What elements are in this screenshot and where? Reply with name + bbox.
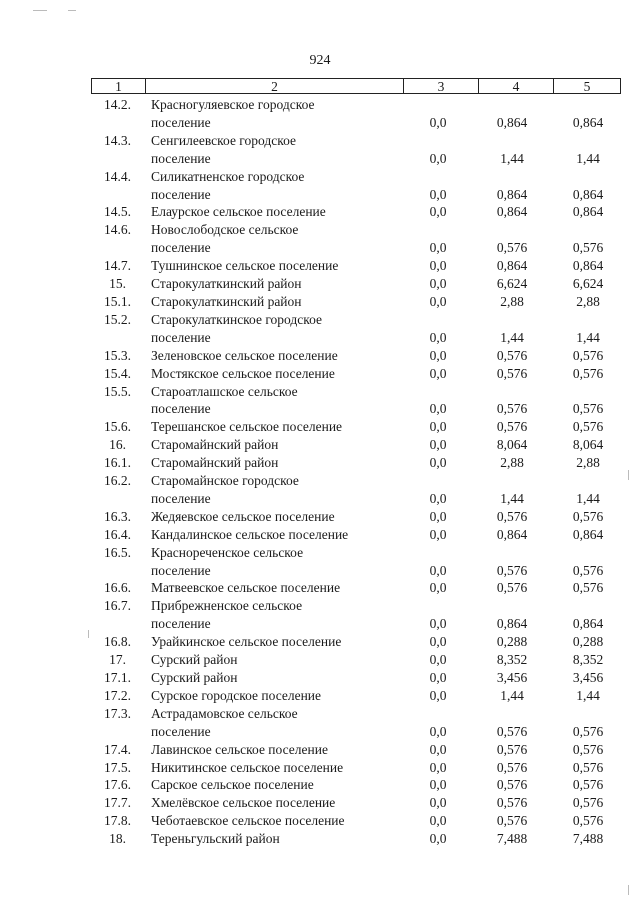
table-row [91, 383, 621, 419]
table-row [91, 132, 621, 168]
table-row [91, 311, 621, 347]
row-name-line: Сурский район [151, 652, 238, 668]
row-value-col3: 0,0 [429, 723, 447, 739]
row-name [144, 418, 401, 436]
column-header-4: 4 [479, 79, 554, 93]
row-name [144, 311, 401, 347]
row-value-col3: 0,0 [429, 562, 447, 578]
row-number: 14.7. [104, 258, 131, 274]
row-name-line: поселение [151, 186, 211, 202]
row-number: 16.5. [104, 544, 131, 560]
row-value-col3: 0,0 [429, 419, 447, 435]
row-value-col5: 3,456 [572, 670, 604, 685]
row-name-line: Сарское сельское поселение [151, 777, 314, 793]
row-value-col5: 0,576 [572, 347, 604, 363]
row-value-col5: 0,576 [572, 508, 604, 524]
row-number: 16.2. [104, 473, 131, 489]
row-number: 15. [109, 276, 126, 292]
row-number: 16.1. [104, 455, 131, 471]
row-name [144, 365, 401, 383]
row-name-line: Тереньгульский район [151, 831, 280, 847]
row-value-col4: 0,576 [496, 759, 528, 775]
row-name-line: Астрадамовское сельское [151, 705, 298, 721]
row-value-col5: 8,064 [572, 437, 604, 453]
row-value-col4: 3,456 [496, 670, 528, 685]
row-value-col4: 6,624 [496, 276, 528, 292]
row-name-line: Зеленовское сельское поселение [151, 347, 338, 363]
row-name-line: Никитинское сельское поселение [151, 759, 344, 775]
row-name-line: поселение [151, 490, 211, 506]
row-value-col3: 0,0 [429, 401, 447, 417]
row-value-col3: 0,0 [429, 634, 447, 650]
row-value-col4: 0,576 [496, 795, 528, 811]
row-value-col4: 0,576 [496, 401, 528, 417]
row-value-col5: 0,576 [572, 723, 604, 739]
row-name-line: Елаурское сельское поселение [151, 204, 326, 220]
row-number: 17.7. [104, 795, 131, 811]
table-row [91, 830, 621, 848]
row-number: 17. [109, 652, 126, 668]
row-value-col3: 0,0 [429, 687, 447, 703]
row-value-col5: 0,576 [572, 240, 604, 256]
row-name [144, 526, 401, 544]
table-row [91, 454, 621, 472]
column-header-5: 5 [583, 79, 591, 94]
row-name [144, 383, 401, 419]
row-number: 17.4. [104, 741, 131, 757]
row-name [144, 687, 401, 705]
row-value-col5: 1,44 [576, 490, 600, 506]
scan-mark [68, 10, 76, 11]
row-number: 14.4. [104, 168, 131, 184]
scan-mark [88, 630, 89, 638]
row-value-col4: 0,576 [496, 723, 528, 739]
row-number: 15.4. [104, 365, 131, 381]
row-value-col4: 8,352 [496, 652, 528, 668]
row-number: 15.1. [104, 293, 131, 309]
row-name [144, 669, 401, 687]
row-name-line: поселение [151, 150, 211, 166]
row-value-col5: 0,288 [572, 634, 604, 650]
column-header-2: 2 [146, 79, 404, 93]
row-value-col3: 0,0 [429, 114, 447, 130]
row-number: 17.6. [104, 777, 131, 793]
row-value-col3: 0,0 [429, 204, 447, 220]
table-row [91, 257, 621, 275]
row-name [144, 579, 401, 597]
row-name [144, 436, 401, 454]
row-number: 17.8. [104, 813, 131, 829]
row-number: 16.7. [104, 598, 131, 614]
row-value-col4: 1,44 [500, 329, 524, 345]
row-value-col3: 0,0 [429, 741, 447, 757]
row-value-col4: 1,44 [500, 150, 524, 166]
row-value-col3: 0,0 [429, 150, 447, 166]
row-name-line: Старокулаткинский район [151, 293, 302, 309]
row-value-col3: 0,0 [429, 508, 447, 524]
scan-mark [628, 470, 629, 480]
row-name-line: поселение [151, 240, 211, 256]
row-name-line: поселение [151, 616, 211, 632]
row-value-col3: 0,0 [429, 670, 447, 685]
row-value-col3: 0,0 [429, 455, 447, 471]
scan-mark [628, 885, 629, 895]
row-value-col5: 0,576 [572, 365, 604, 381]
row-value-col4: 0,864 [496, 258, 528, 274]
row-name [144, 651, 401, 669]
table-row [91, 275, 621, 293]
row-name-line: Хмелёвское сельское поселение [151, 795, 336, 811]
row-value-col4: 0,576 [496, 562, 528, 578]
row-value-col3: 0,0 [429, 652, 447, 668]
table-row [91, 597, 621, 633]
table-row [91, 418, 621, 436]
row-value-col3: 0,0 [429, 186, 447, 202]
row-value-col4: 0,864 [496, 186, 528, 202]
page-number: 924 [309, 53, 331, 68]
row-value-col5: 0,576 [572, 419, 604, 435]
table-row [91, 705, 621, 741]
row-name [144, 96, 401, 132]
row-name [144, 759, 401, 777]
row-value-col5: 0,576 [572, 562, 604, 578]
row-number: 14.5. [104, 204, 131, 220]
row-value-col5: 0,576 [572, 795, 604, 811]
row-name [144, 508, 401, 526]
table-row [91, 794, 621, 812]
row-name-line: Краснореченское сельское [151, 544, 304, 560]
row-name [144, 347, 401, 365]
table-row [91, 544, 621, 580]
row-value-col4: 0,576 [496, 813, 528, 829]
row-name [144, 293, 401, 311]
row-value-col5: 0,864 [572, 204, 604, 220]
row-value-col5: 0,576 [572, 759, 604, 775]
row-value-col4: 0,576 [496, 419, 528, 435]
row-name-line: Мостякское сельское поселение [151, 365, 335, 381]
table-row [91, 776, 621, 794]
row-number: 17.1. [104, 670, 131, 685]
row-value-col3: 0,0 [429, 813, 447, 829]
table-row [91, 651, 621, 669]
row-name [144, 221, 401, 257]
row-name-line: Старомайнский район [151, 455, 279, 471]
row-value-col5: 0,576 [572, 580, 604, 596]
table-row [91, 365, 621, 383]
table-row [91, 579, 621, 597]
row-name [144, 454, 401, 472]
row-name-line: Лавинское сельское поселение [151, 741, 328, 757]
row-value-col5: 1,44 [576, 150, 600, 166]
row-name-line: Старомайнский район [151, 437, 279, 453]
table-header [91, 78, 621, 94]
row-value-col3: 0,0 [429, 616, 447, 632]
row-name-line: Силикатненское городское [151, 168, 305, 184]
row-value-col3: 0,0 [429, 795, 447, 811]
row-name-line: Урайкинское сельское поселение [151, 634, 342, 650]
row-name-line: Тушнинское сельское поселение [151, 258, 339, 274]
row-value-col3: 0,0 [429, 526, 447, 542]
row-number: 17.3. [104, 705, 131, 721]
table-row [91, 347, 621, 365]
row-value-col5: 0,864 [572, 186, 604, 202]
row-value-col5: 8,352 [572, 652, 604, 668]
table-row [91, 508, 621, 526]
row-value-col4: 0,576 [496, 741, 528, 757]
row-value-col3: 0,0 [429, 490, 447, 506]
column-header-1: 1 [92, 79, 146, 93]
table-row [91, 168, 621, 204]
row-name-line: Кандалинское сельское поселение [151, 526, 349, 542]
row-name [144, 472, 401, 508]
row-value-col5: 2,88 [576, 293, 600, 309]
row-value-col5: 1,44 [576, 329, 600, 345]
table-row [91, 221, 621, 257]
row-name-line: Староатлашское сельское [151, 383, 298, 399]
table-body [91, 96, 621, 848]
row-value-col4: 0,864 [496, 526, 528, 542]
row-number: 14.3. [104, 132, 131, 148]
row-value-col5: 0,576 [572, 741, 604, 757]
row-number: 16.4. [104, 526, 131, 542]
row-number: 17.2. [104, 687, 131, 703]
row-value-col3: 0,0 [429, 240, 447, 256]
table-row [91, 633, 621, 651]
row-value-col4: 0,864 [496, 616, 528, 632]
row-value-col4: 0,576 [496, 580, 528, 596]
row-value-col4: 1,44 [500, 687, 524, 703]
row-number: 16.3. [104, 508, 131, 524]
row-name-line: Чеботаевское сельское поселение [151, 813, 345, 829]
row-number: 16. [109, 437, 126, 453]
row-number: 15.6. [104, 419, 131, 435]
row-value-col3: 0,0 [429, 759, 447, 775]
table-row [91, 526, 621, 544]
table-row [91, 293, 621, 311]
row-name-line: Новослободское сельское [151, 222, 299, 238]
row-name-line: Прибрежненское сельское [151, 598, 303, 614]
row-name [144, 203, 401, 221]
row-name-line: поселение [151, 114, 211, 130]
row-value-col3: 0,0 [429, 365, 447, 381]
row-value-col4: 2,88 [500, 293, 524, 309]
row-value-col5: 6,624 [572, 276, 604, 292]
row-number: 15.3. [104, 347, 131, 363]
row-value-col3: 0,0 [429, 293, 447, 309]
row-value-col4: 0,576 [496, 365, 528, 381]
column-header-3: 3 [404, 79, 479, 93]
row-name [144, 705, 401, 741]
row-name-line: Матвеевское сельское поселение [151, 580, 341, 596]
row-name-line: Сурское городское поселение [151, 687, 322, 703]
table-row [91, 96, 621, 132]
row-name-line: Жедяевское сельское поселение [151, 508, 335, 524]
row-value-col5: 0,864 [572, 616, 604, 632]
row-name-line: Терешанское сельское поселение [151, 419, 343, 435]
table-row [91, 741, 621, 759]
row-name-line: поселение [151, 401, 211, 417]
table-row [91, 472, 621, 508]
row-number: 16.8. [104, 634, 131, 650]
row-value-col5: 0,864 [572, 114, 604, 130]
row-name [144, 275, 401, 293]
row-number: 17.5. [104, 759, 131, 775]
row-name-line: Старомайнское городское [151, 473, 299, 489]
row-value-col3: 0,0 [429, 329, 447, 345]
row-value-col4: 0,864 [496, 204, 528, 220]
row-name [144, 633, 401, 651]
row-value-col4: 0,576 [496, 240, 528, 256]
row-number: 15.5. [104, 383, 131, 399]
row-name-line: Старокулаткинское городское [151, 311, 323, 327]
row-name-line: Старокулаткинский район [151, 276, 302, 292]
table-row [91, 812, 621, 830]
row-number: 15.2. [104, 311, 131, 327]
row-value-col3: 0,0 [429, 258, 447, 274]
row-value-col4: 7,488 [496, 831, 528, 847]
row-value-col3: 0,0 [429, 580, 447, 596]
row-number: 14.6. [104, 222, 131, 238]
table-row [91, 759, 621, 777]
row-value-col4: 1,44 [500, 490, 524, 506]
table-row [91, 669, 621, 687]
row-value-col4: 8,064 [496, 437, 528, 453]
row-value-col5: 0,576 [572, 401, 604, 417]
row-value-col4: 0,864 [496, 114, 528, 130]
row-name-line: поселение [151, 329, 211, 345]
row-value-col4: 0,576 [496, 347, 528, 363]
scan-mark [33, 10, 47, 11]
row-name [144, 830, 401, 848]
table-row [91, 203, 621, 221]
row-value-col5: 7,488 [572, 831, 604, 847]
row-name [144, 257, 401, 275]
row-name-line: Красногуляевское городское [151, 97, 315, 112]
row-name [144, 132, 401, 168]
row-value-col5: 1,44 [576, 687, 600, 703]
row-name-line: поселение [151, 723, 211, 739]
row-value-col3: 0,0 [429, 437, 447, 453]
row-name [144, 794, 401, 812]
row-name-line: Сурский район [151, 670, 238, 685]
row-value-col5: 0,576 [572, 777, 604, 793]
row-value-col3: 0,0 [429, 777, 447, 793]
row-number: 16.6. [104, 580, 131, 596]
row-value-col4: 0,576 [496, 777, 528, 793]
table-row [91, 687, 621, 705]
row-value-col3: 0,0 [429, 276, 447, 292]
row-value-col5: 0,576 [572, 813, 604, 829]
row-value-col4: 2,88 [500, 455, 524, 471]
row-value-col4: 0,576 [496, 508, 528, 524]
row-name [144, 597, 401, 633]
row-value-col3: 0,0 [429, 347, 447, 363]
row-name-line: Сенгилеевское городское [151, 132, 297, 148]
row-value-col5: 2,88 [576, 455, 600, 471]
row-value-col4: 0,288 [496, 634, 528, 650]
row-number: 14.2. [104, 97, 131, 112]
row-name [144, 544, 401, 580]
row-value-col5: 0,864 [572, 526, 604, 542]
row-value-col5: 0,864 [572, 258, 604, 274]
row-name [144, 776, 401, 794]
row-name [144, 741, 401, 759]
table-row [91, 436, 621, 454]
row-name-line: поселение [151, 562, 211, 578]
row-name [144, 168, 401, 204]
row-value-col3: 0,0 [429, 831, 447, 847]
row-number: 18. [109, 831, 126, 847]
row-name [144, 812, 401, 830]
